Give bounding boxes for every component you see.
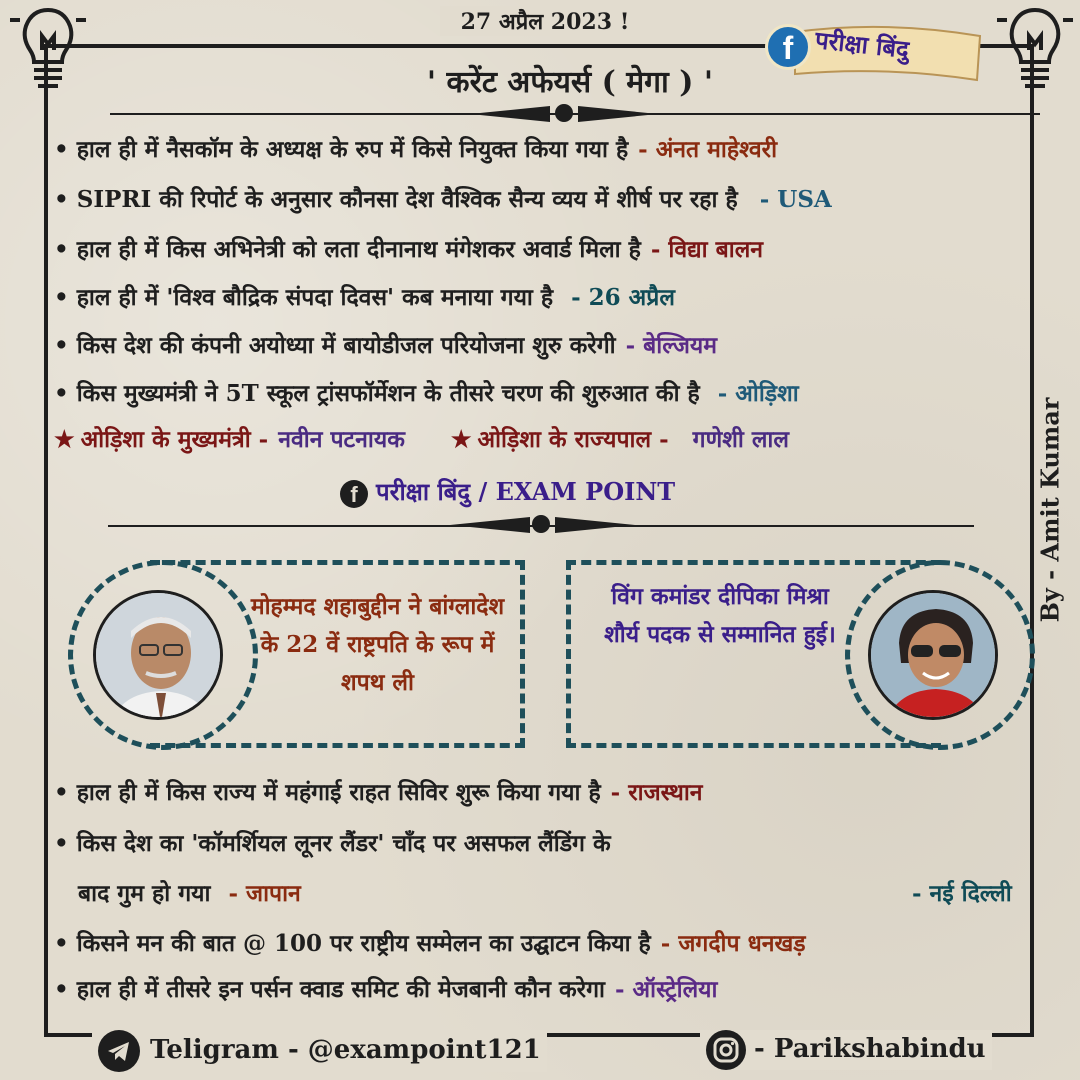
divider-top bbox=[110, 113, 1040, 115]
fact-3: • हाल ही में किस अभिनेत्री को लता दीनानाथ मंगेशकर अवार्ड मिला है - विद्या बालन bbox=[54, 236, 764, 263]
telegram-icon bbox=[98, 1030, 140, 1072]
fact-4: • हाल ही में 'विश्व बौद्रिक संपदा दिवस' कब मनाया गया है - 26 अप्रैल bbox=[54, 284, 675, 311]
left-card-text: मोहम्मद शहाबुद्दीन ने बांग्लादेश के 22 वें राष्ट्रपति के रूप में शपथ ली bbox=[250, 593, 505, 696]
fact-7: • हाल ही में किस राज्य में महंगाई राहत सिविर शुरू किया गया है - राजस्थान bbox=[54, 779, 703, 806]
facebook-icon[interactable]: f bbox=[765, 24, 811, 70]
page-title: ' करेंट अफेयर्स ( मेगा ) ' bbox=[426, 65, 714, 100]
instagram-icon bbox=[706, 1030, 746, 1070]
facebook-icon: f bbox=[340, 480, 368, 508]
fact-1: • हाल ही में नैसकॉम के अध्यक्ष के रुप में किसे नियुक्त किया गया है - अंनत माहेश्वरी bbox=[54, 136, 778, 163]
fact-8-continued: बाद गुम हो गया - जापान bbox=[78, 880, 301, 907]
right-card-text: विंग कमांडर दीपिका मिश्रा शौर्य पदक से सम्मानित हुई। bbox=[604, 583, 836, 648]
instagram-link[interactable]: - Parikshabindu bbox=[700, 1030, 992, 1070]
date-label: 27 अप्रैल 2023 ! bbox=[440, 6, 650, 36]
divider-top-right-arrow bbox=[578, 106, 658, 122]
fact-10: • हाल ही में तीसरे इन पर्सन क्वाड समिट की मेजबानी कौन करेगा - ऑस्ट्रेलिया bbox=[54, 976, 718, 1003]
divider-middle-dot bbox=[532, 515, 550, 533]
fact-2: • SIPRI की रिपोर्ट के अनुसार कौनसा देश वैश्विक सैन्य व्यय में शीर्ष पर रहा है - USA bbox=[54, 186, 832, 213]
facebook-page-line[interactable]: f परीक्षा बिंदु / EXAM POINT bbox=[340, 475, 675, 508]
badge-label: परीक्षा बिंदु bbox=[813, 25, 911, 64]
fact-8: • किस देश का 'कॉमर्शियल लूनर लैंडर' चाँद पर असफल लैंडिंग के bbox=[54, 830, 611, 857]
telegram-link[interactable]: Teligram - @exampoint121 bbox=[92, 1030, 547, 1072]
odisha-facts: ★ ओड़िशा के मुख्यमंत्री - नवीन पटनायक ★ ओड़िशा के राज्यपाल - गणेशी लाल bbox=[54, 426, 789, 453]
extra-answer: - नई दिल्ली bbox=[912, 880, 1012, 907]
fact-6: • किस मुख्यमंत्री ने 5T स्कूल ट्रांसफॉर्मेशन के तीसरे चरण की शुरुआत की है - ओड़िशा bbox=[54, 380, 799, 407]
divider-top-left-arrow bbox=[470, 106, 550, 122]
fact-9: • किसने मन की बात @ 100 पर राष्ट्रीय सम्मेलन का उद्घाटन किया है - जगदीप धनखड़ bbox=[54, 930, 806, 957]
fact-5: • किस देश की कंपनी अयोध्या में बायोडीजल परियोजना शुरु करेगी - बेल्जियम bbox=[54, 332, 718, 359]
star-icon: ★ bbox=[54, 426, 75, 453]
avatar-deepika-mishra bbox=[868, 590, 998, 720]
lightbulb-left-icon bbox=[8, 0, 88, 100]
star-icon: ★ bbox=[450, 426, 472, 453]
lightbulb-right-icon bbox=[995, 0, 1075, 100]
divider-middle-left-arrow bbox=[450, 517, 530, 533]
author-label: By - Amit Kumar bbox=[1035, 397, 1065, 623]
avatar-shahabuddin bbox=[93, 590, 223, 720]
divider-middle-right-arrow bbox=[555, 517, 635, 533]
divider-top-dot bbox=[555, 104, 573, 122]
